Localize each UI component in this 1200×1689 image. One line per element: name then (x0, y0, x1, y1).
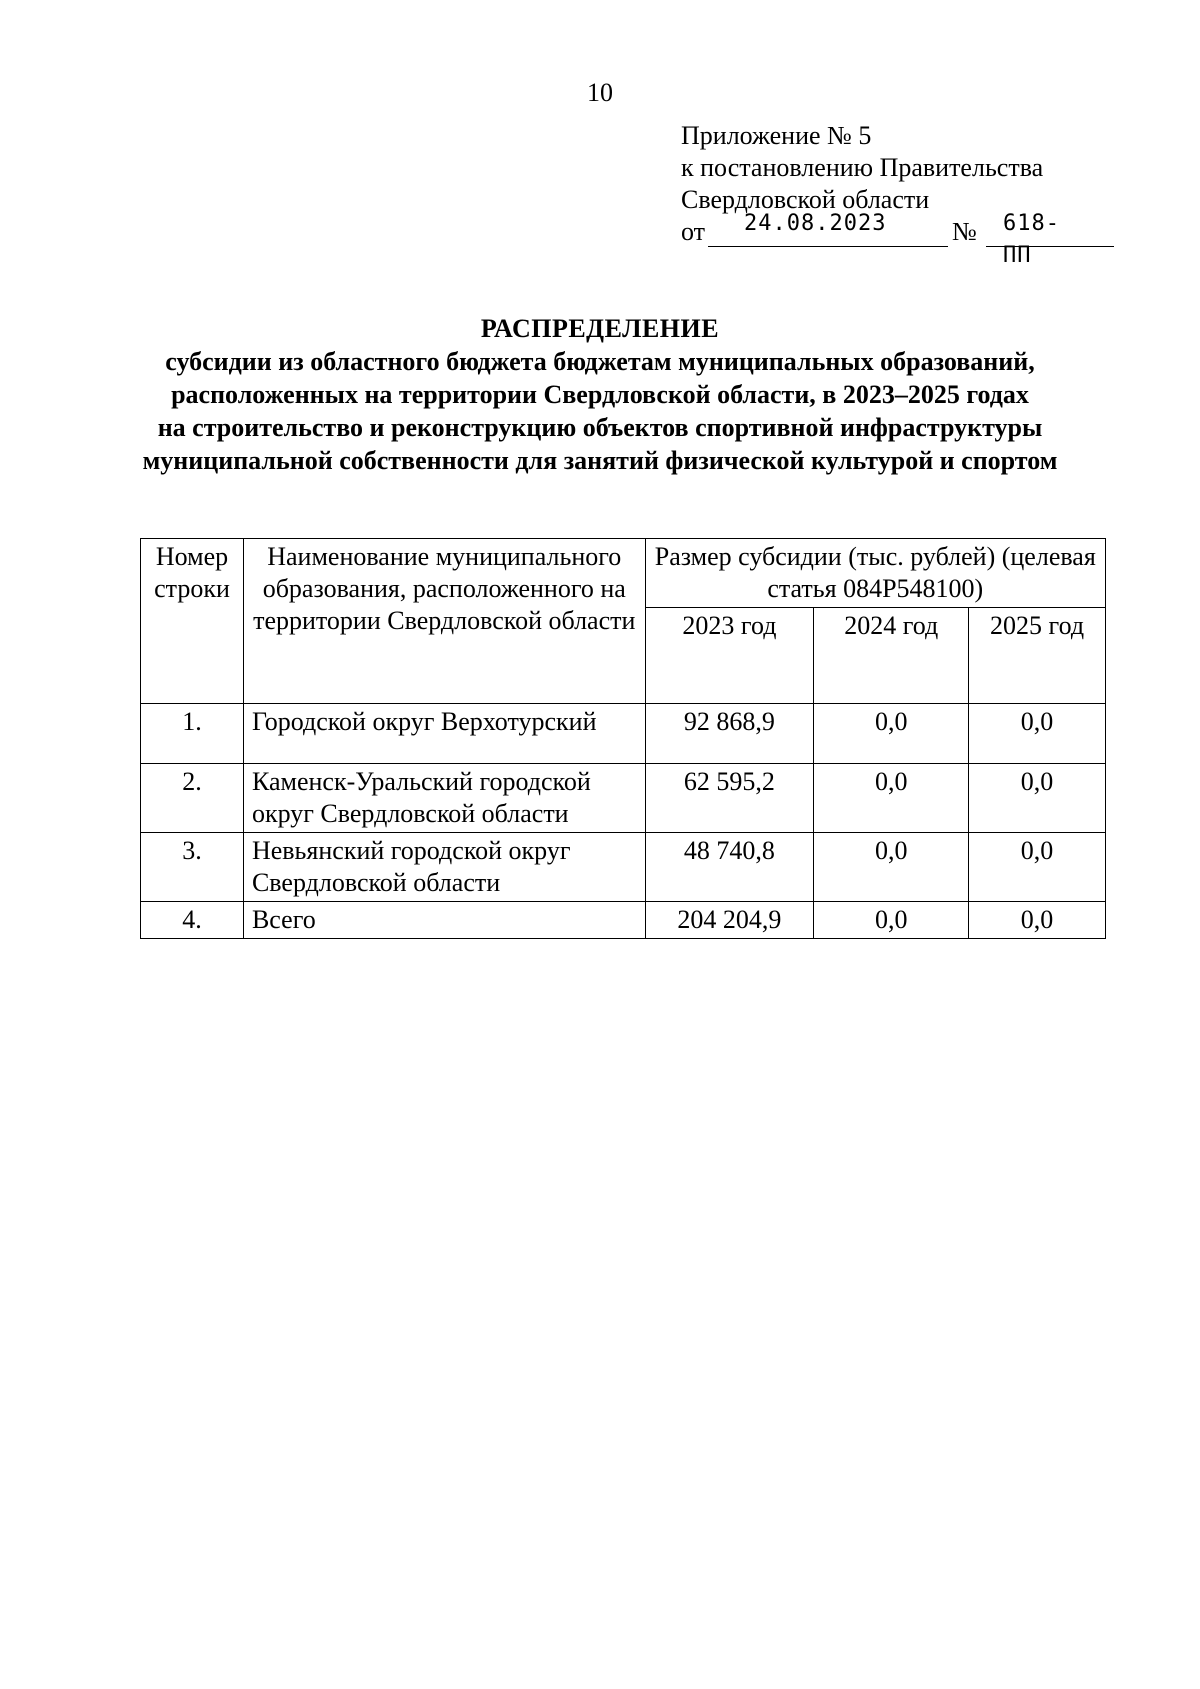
row-number: 2. (141, 764, 244, 833)
row-value-2023: 48 740,8 (645, 833, 814, 902)
appendix-line-2: к постановлению Правительства (681, 153, 1044, 182)
appendix-line-3: Свердловской области (681, 185, 930, 214)
document-title (0, 312, 1200, 477)
row-number: 4. (141, 902, 244, 939)
header-year-2025: 2025 год (969, 608, 1106, 704)
row-value-2024: 0,0 (814, 902, 969, 939)
appendix-block (681, 120, 1060, 268)
title-line-1: субсидии из областного бюджета бюджетам муниципальных образований, (165, 347, 1035, 376)
header-amount-group: Размер субсидии (тыс. рублей) (целевая статья 084P548100) (645, 539, 1105, 608)
table-row (141, 704, 1106, 764)
header-number: Номер строки (141, 539, 244, 704)
title-line-4: муниципальной собственности для занятий физической культурой и спортом (142, 446, 1058, 475)
date-label: от (681, 217, 706, 246)
resolution-stamp (681, 211, 1060, 268)
row-value-2023: 204 204,9 (645, 902, 814, 939)
row-number: 1. (141, 704, 244, 764)
row-value-2024: 0,0 (814, 833, 969, 902)
number-value: 618-ПП (1003, 211, 1060, 268)
appendix-line-1: Приложение № 5 (681, 121, 872, 150)
row-value-2025: 0,0 (969, 704, 1106, 764)
row-value-2024: 0,0 (814, 764, 969, 833)
header-name: Наименование муниципального образования, расположенного на территории Свердловской области (243, 539, 645, 704)
table-row (141, 764, 1106, 833)
row-value-2024: 0,0 (814, 704, 969, 764)
number-label: № (952, 217, 977, 246)
row-name: Каменск-Уральский городской округ Свердловской области (243, 764, 645, 833)
table-row (141, 833, 1106, 902)
row-value-2023: 62 595,2 (645, 764, 814, 833)
row-value-2023: 92 868,9 (645, 704, 814, 764)
page-number: 10 (587, 78, 613, 107)
date-value: 24.08.2023 (744, 211, 887, 236)
header-year-2023: 2023 год (645, 608, 814, 704)
header-year-2024: 2024 год (814, 608, 969, 704)
row-value-2025: 0,0 (969, 833, 1106, 902)
title-heading: РАСПРЕДЕЛЕНИЕ (480, 314, 720, 343)
row-value-2025: 0,0 (969, 764, 1106, 833)
row-number: 3. (141, 833, 244, 902)
header-row-1 (141, 539, 1106, 608)
row-name: Всего (243, 902, 645, 939)
title-line-2: расположенных на территории Свердловской области, в 2023–2025 годах (171, 380, 1029, 409)
title-line-3: на строительство и реконструкцию объектов спортивной инфраструктуры (157, 413, 1043, 442)
row-name: Городской округ Верхотурский (243, 704, 645, 764)
subsidy-table (140, 538, 1106, 939)
table-row-total (141, 902, 1106, 939)
date-underline (708, 246, 948, 247)
row-name: Невьянский городской округ Свердловской области (243, 833, 645, 902)
row-value-2025: 0,0 (969, 902, 1106, 939)
